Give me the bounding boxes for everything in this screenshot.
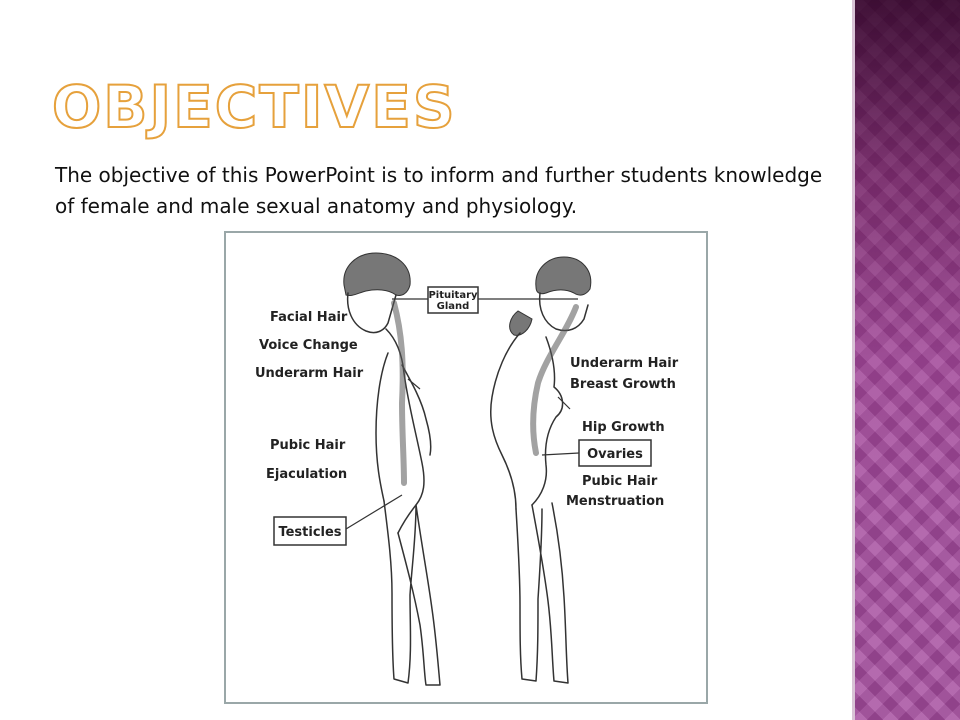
male-label-testicles: Testicles [278,525,342,540]
pituitary-label-line1: Pituitary [428,290,478,301]
female-label-ovaries: Ovaries [587,447,643,462]
female-label-pubic-hair: Pubic Hair [582,474,658,489]
male-arm [402,365,431,455]
male-head [348,293,396,333]
ovaries-arrow [542,453,579,455]
anatomy-diagram-svg [226,233,706,702]
testicles-arrow [346,495,402,529]
male-hair [344,253,410,296]
male-label-facial-hair: Facial Hair [270,310,348,325]
side-panel-edge [852,0,855,720]
male-legs [384,501,440,685]
female-ponytail [510,311,532,335]
female-label-menstruation: Menstruation [566,494,665,509]
male-label-underarm-hair: Underarm Hair [255,366,364,381]
male-figure [344,253,440,685]
female-label-hip-growth: Hip Growth [582,420,665,435]
female-arrow-1 [558,397,570,409]
female-hair [536,257,591,295]
female-legs [516,503,568,683]
female-label-underarm-hair: Underarm Hair [570,356,679,371]
female-label-breast-growth: Breast Growth [570,377,676,392]
male-label-ejaculation: Ejaculation [266,467,348,482]
male-label-pubic-hair: Pubic Hair [270,438,346,453]
anatomy-diagram [224,231,708,704]
pituitary-label-line2: Gland [436,301,470,312]
male-label-voice-change: Voice Change [259,338,358,353]
decorative-side-panel [852,0,960,720]
slide-body-text: The objective of this PowerPoint is to inform and further students knowledge of female and male sexual anatomy and physiology. [55,163,823,218]
female-figure [491,257,591,683]
slide-title: OBJECTIVES [52,73,457,141]
female-torso [491,333,520,509]
male-back [376,353,388,501]
male-hormone-path [394,303,404,483]
female-labels [542,356,679,509]
male-labels [255,310,402,545]
